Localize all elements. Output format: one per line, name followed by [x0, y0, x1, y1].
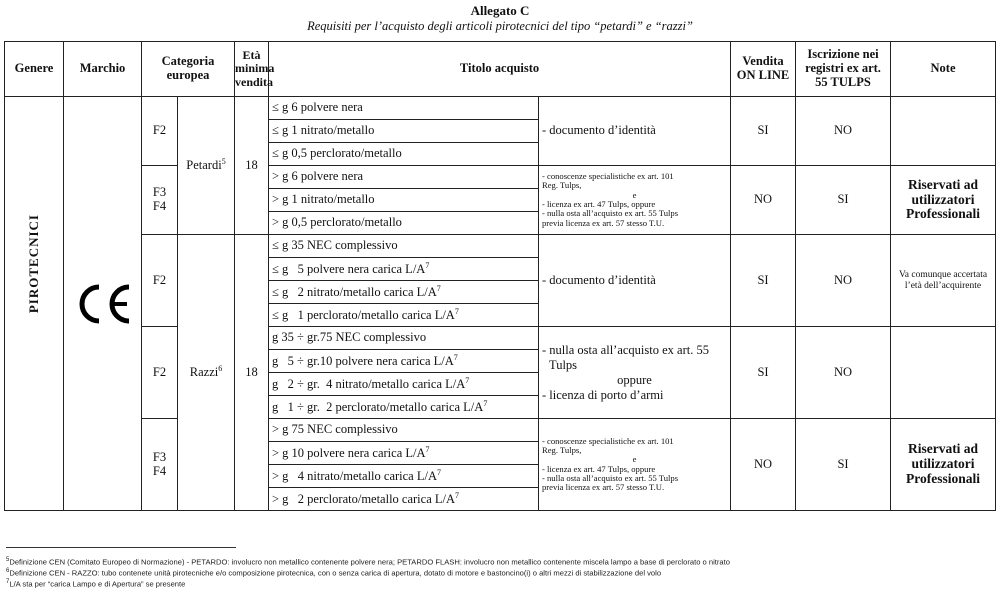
- razzi-g3-note: Riservati ad utilizzatori Professionali: [891, 419, 996, 511]
- acquisto-line: e: [632, 189, 637, 200]
- petardi-g2-vendita: NO: [731, 166, 796, 235]
- document-subtitle: Requisiti per l’acquisto degli articoli pirotecnici del tipo “petardi” e “razzi”: [307, 19, 693, 33]
- acquisto-line: Reg. Tulps,: [542, 180, 582, 191]
- razzi-g2-iscrizione: NO: [796, 327, 891, 419]
- col-titolo: Titolo acquisto: [269, 42, 731, 97]
- col-iscrizione: Iscrizione nei registri ex art. 55 TULPS: [796, 42, 891, 97]
- document-title: Allegato C: [470, 3, 530, 18]
- razzi-eta: 18: [235, 235, 269, 511]
- petardi-g2-item: > g 1 nitrato/metallo: [269, 189, 539, 212]
- razzi-g3-vendita: NO: [731, 419, 796, 511]
- ce-mark-icon: [67, 282, 138, 326]
- petardi-g1-item: ≤ g 1 nitrato/metallo: [269, 120, 539, 143]
- petardi-g1-iscrizione: NO: [796, 97, 891, 166]
- acquisto-line: - conoscenze specialistiche ex art. 101: [542, 435, 674, 446]
- col-categoria: Categoria europea: [142, 42, 235, 97]
- razzi-g1-item: ≤ g 1 perclorato/metallo carica $L/A^7$: [269, 304, 539, 327]
- razzi-g3-item: > g 2 perclorato/metallo carica $L/A^7$: [269, 488, 539, 511]
- razzi-g2-item: g 1 ÷ gr. 2 perclorato/metallo carica $L/A^7$: [269, 396, 539, 419]
- razzi-g1-note: Va comunque accertata l’età dell’acquirente: [891, 235, 996, 327]
- razzi-g1-acquisto: - documento d’identità: [539, 235, 731, 327]
- petardi-g2-note: Riservati ad utilizzatori Professionali: [891, 166, 996, 235]
- razzi-g2-item: g 2 ÷ gr. 4 nitrato/metallo carica $L/A^7$: [269, 373, 539, 396]
- petardi-g1-item: ≤ g 0,5 perclorato/metallo: [269, 143, 539, 166]
- genere-cell: [5, 97, 64, 511]
- razzi-g2-vendita: SI: [731, 327, 796, 419]
- razzi-g3-iscrizione: SI: [796, 419, 891, 511]
- petardi-g2-iscrizione: SI: [796, 166, 891, 235]
- razzi-g2-item: g 35 ÷ gr.75 NEC complessivo: [269, 327, 539, 350]
- razzi-footnote-ref: 6: [218, 364, 223, 374]
- acquisto-line: previa licenza ex art. 57 stesso T.U.: [542, 217, 665, 228]
- razzi-g3-item: > g 75 NEC complessivo: [269, 419, 539, 442]
- razzi-label: Razzi: [189, 365, 219, 380]
- razzi-g1-vendita: SI: [731, 235, 796, 327]
- razzi-g2-note: [891, 327, 996, 419]
- acquisto-line: oppure: [617, 372, 652, 387]
- acquisto-line: Tulps: [549, 357, 578, 372]
- razzi-g1-iscrizione: NO: [796, 235, 891, 327]
- razzi-g1-item: ≤ g 5 polvere nera carica $L/A^7$: [269, 258, 539, 281]
- petardi-eta: 18: [235, 97, 269, 235]
- marchio-cell: [64, 97, 142, 511]
- razzi-g3-item: > g 4 nitrato/metallo carica $L/A^7$: [269, 465, 539, 488]
- petardi-g1-vendita: SI: [731, 97, 796, 166]
- petardi-g1-acquisto: - documento d’identità: [539, 97, 731, 166]
- petardi-g1-note: [891, 97, 996, 166]
- acquisto-line: previa licenza ex art. 57 stesso T.U.: [542, 482, 665, 493]
- col-note: Note: [891, 42, 996, 97]
- petardi-g1-category: F2: [142, 97, 178, 166]
- col-vendita: Vendita ON LINE: [731, 42, 796, 97]
- acquisto-line: - nulla osta all’acquisto ex art. 55 Tulps: [542, 208, 679, 219]
- petardi-g1-item: ≤ g 6 polvere nera: [269, 97, 539, 120]
- petardi-label: Petardi: [186, 158, 222, 173]
- acquisto-line: e: [632, 454, 637, 465]
- acquisto-line: Reg. Tulps,: [542, 444, 582, 455]
- acquisto-line: - licenza ex art. 47 Tulps, oppure: [542, 199, 656, 209]
- footnote-separator: [6, 547, 236, 548]
- acquisto-line: - conoscenze specialistiche ex art. 101: [542, 171, 674, 182]
- col-marchio: Marchio: [64, 42, 142, 97]
- petardi-g2-item: > g 6 polvere nera: [269, 166, 539, 189]
- razzi-g2-item: g 5 ÷ gr.10 polvere nera carica $L/A^7$: [269, 350, 539, 373]
- razzi-g1-item: ≤ g 35 NEC complessivo: [269, 235, 539, 258]
- razzi-g1-category: F2: [142, 235, 178, 327]
- col-genere: Genere: [5, 42, 64, 97]
- requirements-table: [4, 41, 996, 511]
- footnote-6: $^6$Definizione CEN - RAZZO: tubo contenete unità pirotecniche e/o composizione pirotecnica, con o senza carica di apertura, dotato di motore e bastoncino(i) o altri mezzi di stabilizzazione del volo: [6, 568, 662, 578]
- acquisto-line: - licenza ex art. 47 Tulps, oppure: [542, 463, 656, 474]
- razzi-g3-acquisto: [539, 419, 731, 511]
- petardi-label-cell: [178, 97, 235, 235]
- razzi-label-cell: [178, 235, 235, 511]
- col-eta: Età minima vendita: [235, 42, 269, 97]
- razzi-g1-item: ≤ g 2 nitrato/metallo carica $L/A^7$: [269, 281, 539, 304]
- razzi-g2-category: F2: [142, 327, 178, 419]
- acquisto-line: - licenza di porto d’armi: [542, 387, 664, 402]
- footnote-5: $^5$Definizione CEN (Comitato Europeo di Normazione) - PETARDO: involucro non metallico contenente polvere nera; PETARDO FLASH: involucro non metallico contenente miscela lampo a base di perclorato o nitrato: [6, 557, 730, 567]
- razzi-g2-acquisto: [539, 327, 731, 419]
- petardi-g2-acquisto: [539, 166, 731, 235]
- acquisto-line: - nulla osta all’acquisto ex art. 55: [542, 342, 709, 357]
- footnote-7: $^7$L/A sta per “carica Lampo e di Apertura” se presente: [6, 579, 186, 589]
- genere-value: PIROTECNICI: [25, 214, 41, 314]
- razzi-g3-category: F3 F4: [142, 419, 178, 511]
- acquisto-line: - nulla osta all’acquisto ex art. 55 Tulps: [542, 472, 679, 483]
- razzi-g3-item: > g 10 polvere nera carica $L/A^7$: [269, 442, 539, 465]
- petardi-g2-category: F3 F4: [142, 166, 178, 235]
- petardi-footnote-ref: 5: [221, 157, 226, 167]
- petardi-g2-item: > g 0,5 perclorato/metallo: [269, 212, 539, 235]
